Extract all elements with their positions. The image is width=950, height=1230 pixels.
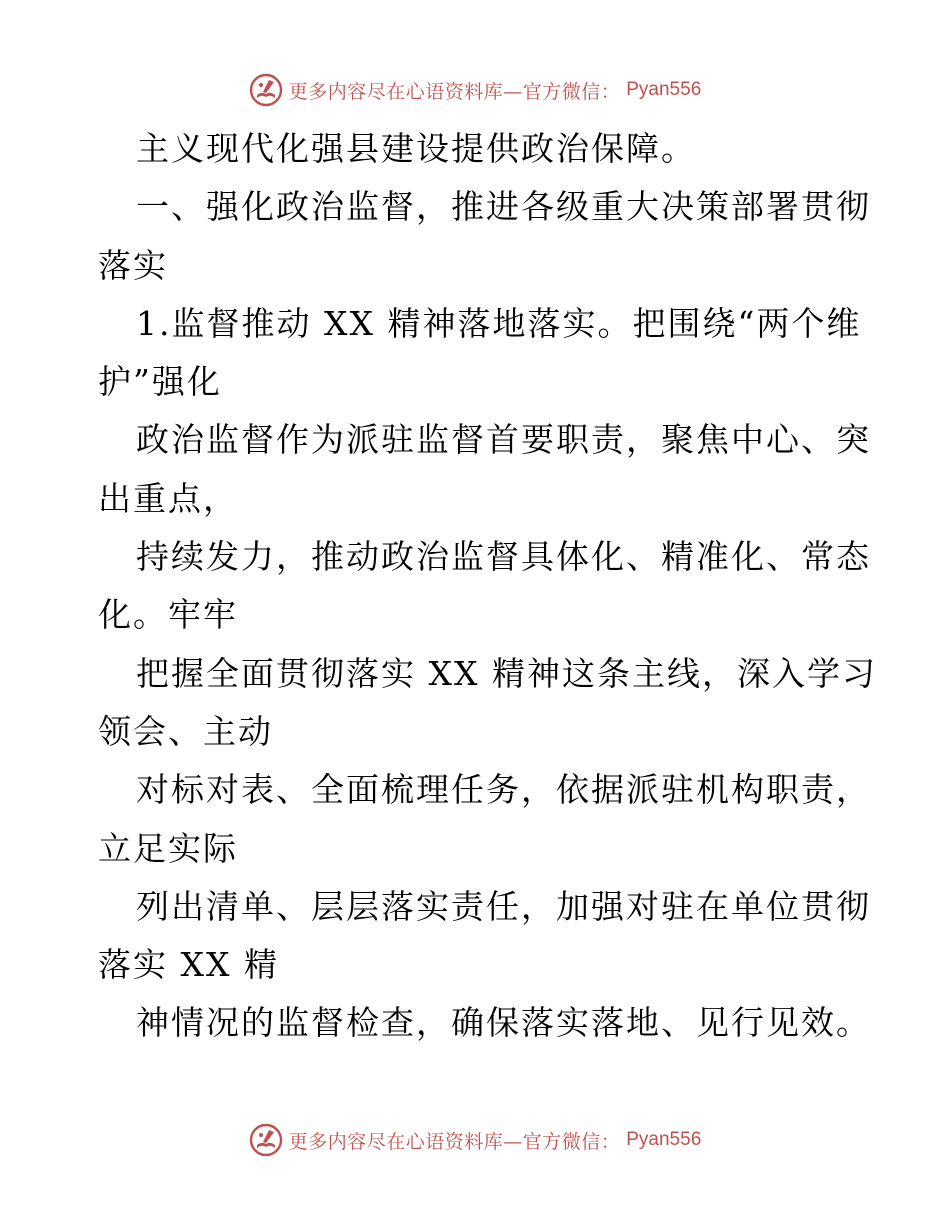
watermark-text: 更多内容尽在心语资料库—官方微信：: [288, 1130, 621, 1153]
document-body: [98, 120, 877, 1053]
watermark-text: 更多内容尽在心语资料库—官方微信：: [288, 80, 621, 103]
text-line: 立足实际: [98, 828, 238, 868]
watermark-wechat-id: Pyan556: [626, 1129, 702, 1150]
text-line: 持续发力，推动政治监督具体化、精准化、常态: [136, 537, 871, 577]
text-line: 化。牢牢: [98, 595, 238, 635]
subsection-heading: 1.监督推动 XX 精神落地落实。把围绕“两个维: [136, 303, 862, 343]
text-line: 出重点，: [98, 478, 238, 518]
footer-watermark: [0, 1120, 950, 1160]
watermark-wechat-id: Pyan556: [626, 79, 702, 100]
book-pen-logo-icon: [249, 73, 283, 107]
text-line: 把握全面贯彻落实 XX 精神这条主线，深入学习: [136, 653, 877, 693]
text-line: 主义现代化强县建设提供政治保障。: [136, 129, 696, 168]
text-line: 列出清单、层层落实责任，加强对驻在单位贯彻: [136, 886, 871, 926]
book-pen-logo-icon: [249, 1123, 283, 1157]
text-line: 护”强化: [98, 362, 222, 402]
text-line: 神情况的监督检查，确保落实落地、见行见效。: [136, 1003, 871, 1043]
section-heading: 一、强化政治监督，推进各级重大决策部署贯彻: [136, 187, 871, 227]
text-line: 落实 XX 精: [98, 945, 279, 985]
text-line: 落实: [98, 245, 168, 285]
header-watermark: [0, 70, 950, 110]
text-line: 对标对表、全面梳理任务，依据派驻机构职责，: [136, 770, 871, 810]
text-line: 政治监督作为派驻监督首要职责，聚焦中心、突: [136, 420, 871, 460]
text-line: 领会、主动: [98, 711, 273, 751]
